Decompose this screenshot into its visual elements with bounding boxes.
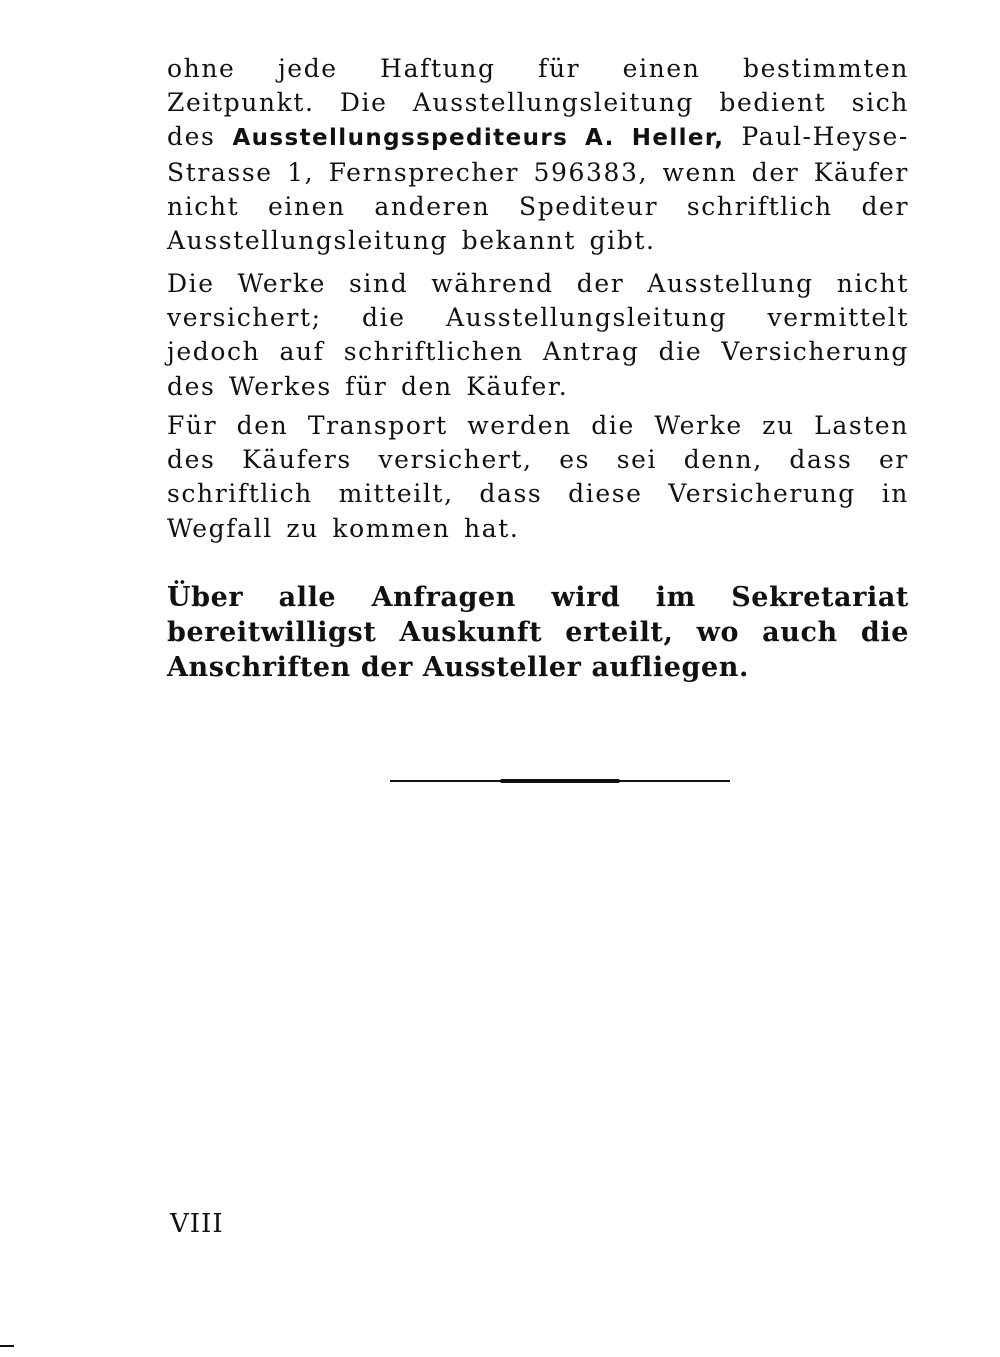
- paragraph-shipping: [167, 52, 909, 258]
- paragraph-shipping-text-before: ohne jede Haftung für einen bestimmten Zeitpunkt. Die Ausstellungsleitung bedient sich des: [167, 54, 909, 152]
- paragraph-shipping-text-after: Paul-Heyse-Strasse 1, Fernsprecher 596383, wenn der Käufer nicht einen anderen Spediteur schriftlich der Ausstellungsleitung bekannt gibt.: [167, 122, 909, 256]
- scan-edge-mark: [0, 1345, 14, 1347]
- ornamental-divider: [390, 780, 730, 782]
- secretariat-notice: Über alle Anfragen wird im Sekretariat bereitwilligst Auskunft erteilt, wo auch die Anschriften der Aussteller aufliegen.: [167, 582, 909, 683]
- paragraph-insurance-transport: Für den Transport werden die Werke zu Lasten des Käufers versichert, es sei denn, dass er schriftlich mitteilt, dass diese Versicherung in Wegfall zu kommen hat.: [167, 411, 909, 543]
- forwarder-name: Ausstellungsspediteurs A. Heller,: [232, 125, 725, 152]
- paragraph-insurance-exhibition: Die Werke sind während der Ausstellung nicht versichert; die Ausstellungsleitung vermittelt jedoch auf schriftlichen Antrag die Versicherung des Werkes für den Käufer.: [167, 269, 909, 401]
- page-number: VIII: [170, 1209, 224, 1239]
